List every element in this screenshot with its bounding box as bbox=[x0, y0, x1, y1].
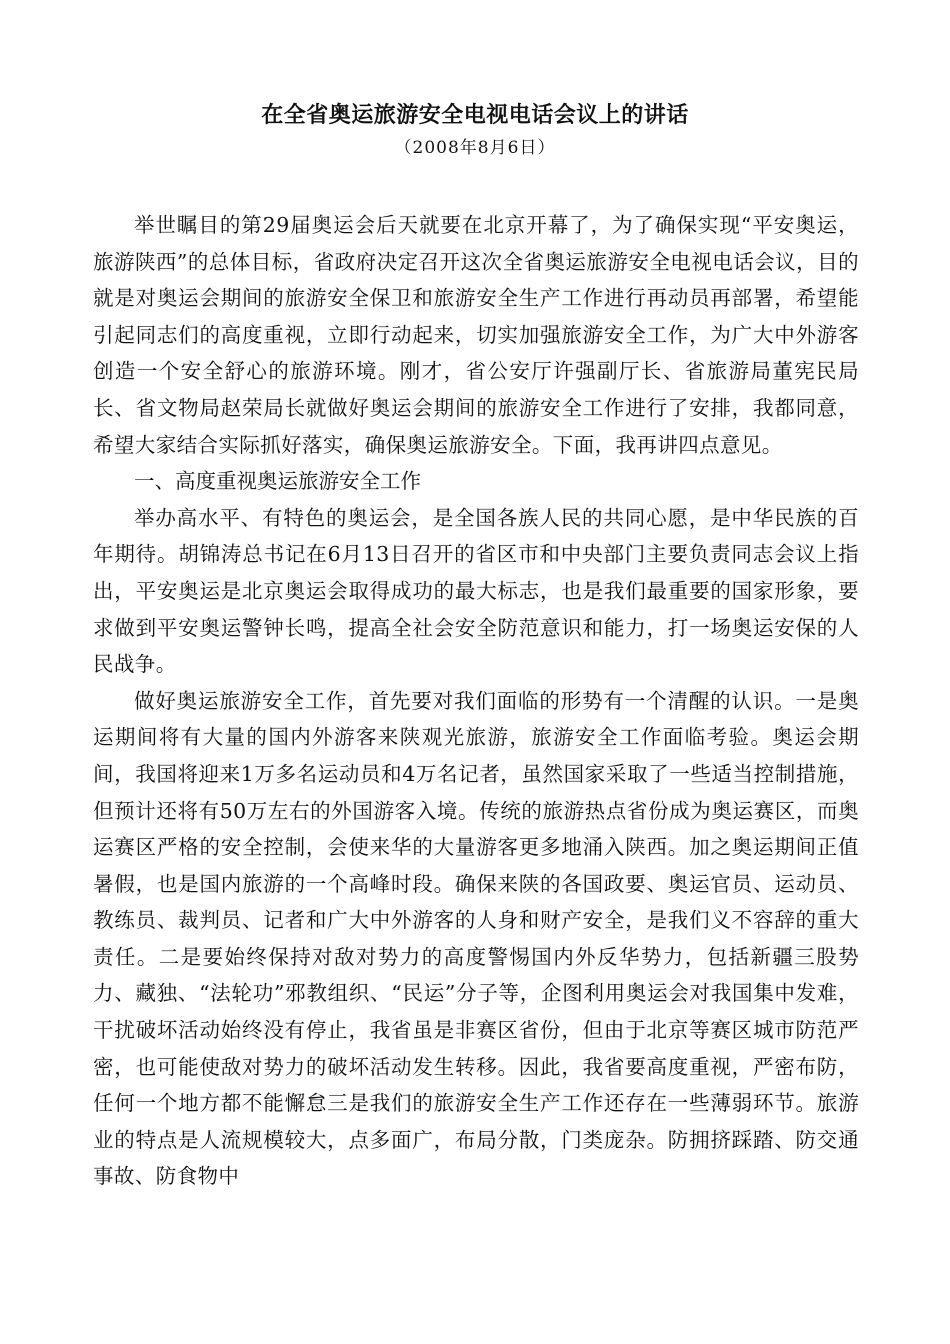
section-heading: 一、高度重视奥运旅游安全工作 bbox=[134, 469, 421, 494]
document-title: 在全省奥运旅游安全电视电话会议上的讲话 bbox=[261, 102, 689, 128]
intro-paragraph: 举世瞩目的第29届奥运会后天就要在北京开幕了，为了确保实现“平安奥运，旅游陕西”的总体目标，省政府决定召开这次全省奥运旅游安全电视电话会议，目的就是对奥运会期间的旅游安全保卫和旅游安全生产工作进行再动员再部署，希望能引起同志们的高度重视，立即行动起来，切实加强旅游安全工作，为广大中外游客创造一个安全舒心的旅游环境。刚才，省公安厅许强副厅长、省旅游局董宪民局长、省文物局赵荣局长就做好奥运会期间的旅游安全工作进行了安排，我都同意，希望大家结合实际抓好落实，确保奥运旅游安全。下面，我再讲四点意见。 bbox=[93, 213, 859, 457]
section-paragraph: 举办高水平、有特色的奥运会，是全国各族人民的共同心愿，是中华民族的百年期待。胡锦涛总书记在6月13日召开的省区市和中央部门主要负责同志会议上指出，平安奥运是北京奥运会取得成功的最大标志，也是我们最重要的国家形象，要求做到平安奥运警钟长鸣，提高全社会安全防范意识和能力，打一场奥运安保的人民战争。 bbox=[93, 505, 859, 677]
document-body bbox=[93, 207, 859, 1195]
document-date: （2008年8月6日） bbox=[394, 138, 556, 158]
section-paragraph: 做好奥运旅游安全工作，首先要对我们面临的形势有一个清醒的认识。一是奥运期间将有大量的国内外游客来陕观光旅游，旅游安全工作面临考验。奥运会期间，我国将迎来1万多名运动员和4万名记者，虽然国家采取了一些适当控制措施，但预计还将有50万左右的外国游客入境。传统的旅游热点省份成为奥运赛区，而奥运赛区严格的安全控制，会使来华的大量游客更多地涌入陕西。加之奥运期间正值暑假，也是国内旅游的一个高峰时段。确保来陕的各国政要、奥运官员、运动员、教练员、裁判员、记者和广大中外游客的人身和财产安全，是我们义不容辞的重大责任。二是要始终保持对敌对势力的高度警惕国内外反华势力，包括新疆三股势力、藏独、“法轮功”邪教组织、“民运”分子等，企图利用奥运会对我国集中发难，干扰破坏活动始终没有停止，我省虽是非赛区省份，但由于北京等赛区城市防范严密，也可能使敌对势力的破坏活动发生转移。因此，我省要高度重视，严密布防，任何一个地方都不能懈怠三是我们的旅游安全生产工作还存在一些薄弱环节。旅游业的特点是人流规模较大，点多面广，布局分散，门类庞杂。防拥挤踩踏、防交通事故、防食物中 bbox=[93, 688, 859, 1189]
